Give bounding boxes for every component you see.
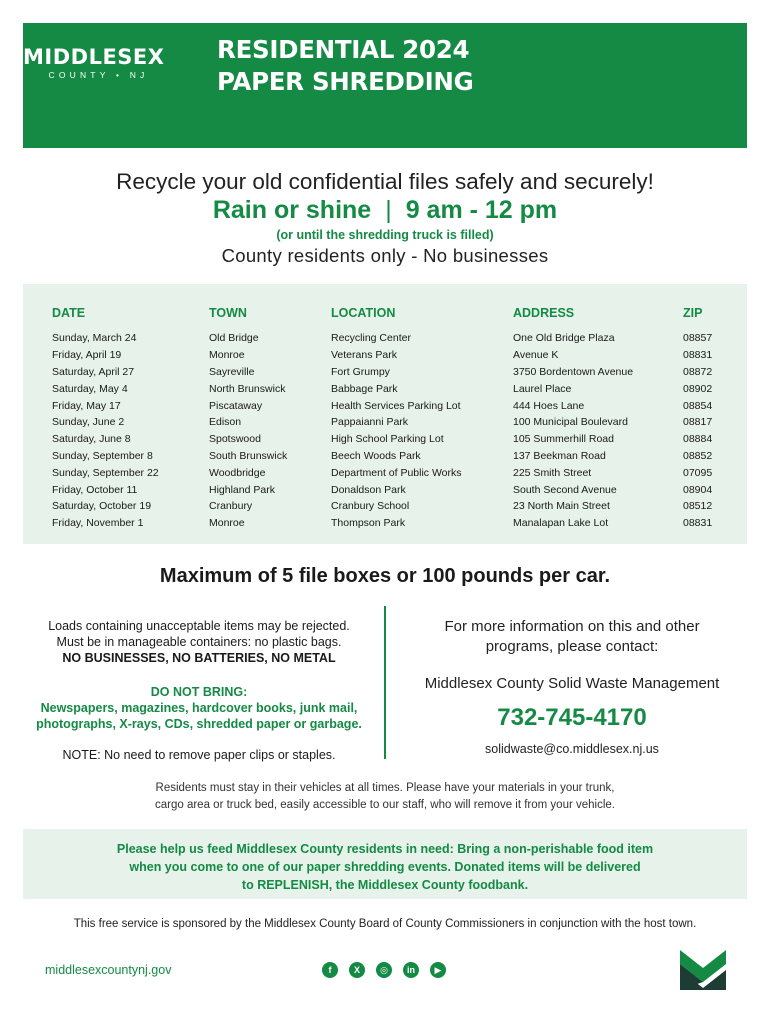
sponsor-note: This free service is sponsored by the Middlesex County Board of County Commissioners in conjunction with the host town. bbox=[73, 918, 697, 930]
cell-town: Highland Park bbox=[209, 483, 275, 496]
cell-zip: 08831 bbox=[683, 517, 713, 530]
cell-location: Beech Woods Park bbox=[331, 449, 421, 462]
cell-town: Cranbury bbox=[209, 500, 253, 513]
cell-location: Thompson Park bbox=[331, 517, 406, 530]
table-row bbox=[52, 431, 733, 448]
cell-date: Sunday, March 24 bbox=[52, 332, 137, 345]
cell-location: Cranbury School bbox=[331, 500, 410, 513]
food-drive-line-3: to REPLENISH, the Middlesex County foodbank. bbox=[241, 878, 529, 892]
linkedin-icon[interactable]: in bbox=[403, 962, 419, 978]
cell-zip: 07095 bbox=[683, 466, 713, 479]
table-row bbox=[52, 347, 733, 364]
table-row bbox=[52, 397, 733, 414]
table-row bbox=[52, 515, 733, 532]
load-limit: Maximum of 5 file boxes or 100 pounds per car. bbox=[159, 565, 611, 587]
cell-date: Sunday, September 8 bbox=[52, 449, 153, 462]
cell-address: 3750 Bordentown Avenue bbox=[513, 365, 634, 378]
rain-or-shine: Rain or shine bbox=[212, 196, 372, 224]
table-row bbox=[52, 414, 733, 431]
column-header-address: ADDRESS bbox=[513, 306, 575, 320]
schedule-body bbox=[52, 330, 733, 532]
cell-town: Monroe bbox=[209, 517, 245, 530]
logo-main-text: MIDDLESEX bbox=[23, 45, 165, 69]
truck-note: (or until the shredding truck is filled) bbox=[276, 228, 494, 242]
cell-zip: 08817 bbox=[683, 416, 713, 429]
title-line-2: PAPER SHREDDING bbox=[217, 67, 474, 96]
website-link[interactable]: middlesexcountynj.gov bbox=[45, 963, 172, 977]
event-hours bbox=[0, 196, 770, 225]
cell-location: High School Parking Lot bbox=[331, 433, 444, 446]
cell-location: Fort Grumpy bbox=[331, 365, 390, 378]
do-not-bring-line-1: Newspapers, magazines, hardcover books, junk mail, bbox=[40, 701, 358, 715]
cell-zip: 08884 bbox=[683, 433, 713, 446]
staples-note: NOTE: No need to remove paper clips or staples. bbox=[62, 748, 336, 762]
cell-address: 225 Smith Street bbox=[513, 466, 592, 479]
schedule-panel bbox=[23, 284, 747, 544]
table-row bbox=[52, 464, 733, 481]
rules-line-3: NO BUSINESSES, NO BATTERIES, NO METAL bbox=[62, 651, 336, 665]
cell-town: Monroe bbox=[209, 349, 245, 362]
cell-address: South Second Avenue bbox=[513, 483, 617, 496]
cell-location: Department of Public Works bbox=[331, 466, 462, 479]
rules-line-1: Loads containing unacceptable items may be rejected. bbox=[48, 619, 350, 633]
cell-date: Sunday, June 2 bbox=[52, 416, 125, 429]
cell-date: Saturday, October 19 bbox=[52, 500, 152, 513]
stay-note-line-2: cargo area or truck bed, easily accessible to our staff, who will remove it from your vehicle. bbox=[155, 799, 615, 811]
column-header-zip: ZIP bbox=[683, 306, 703, 320]
cell-address: Avenue K bbox=[513, 349, 559, 362]
cell-town: Piscataway bbox=[209, 399, 263, 412]
cell-zip: 08854 bbox=[683, 399, 713, 412]
youtube-icon[interactable]: ▶ bbox=[430, 962, 446, 978]
cell-date: Friday, October 11 bbox=[52, 483, 138, 496]
rules-line-2: Must be in manageable containers: no plastic bags. bbox=[56, 635, 342, 649]
hours-separator: | bbox=[385, 196, 392, 224]
table-row bbox=[52, 380, 733, 397]
cell-location: Veterans Park bbox=[331, 349, 397, 362]
cell-address: 444 Hoes Lane bbox=[513, 399, 585, 412]
cell-date: Friday, April 19 bbox=[52, 349, 122, 362]
phone-number[interactable]: 732-745-4170 bbox=[497, 704, 647, 731]
cell-address: One Old Bridge Plaza bbox=[513, 332, 615, 345]
cell-location: Donaldson Park bbox=[331, 483, 406, 496]
cell-zip: 08512 bbox=[683, 500, 713, 513]
rules-section bbox=[23, 618, 375, 763]
table-row bbox=[52, 498, 733, 515]
middlesex-logo bbox=[23, 46, 168, 80]
cell-zip: 08872 bbox=[683, 365, 713, 378]
cell-address: 100 Municipal Boulevard bbox=[513, 416, 628, 429]
cell-town: Old Bridge bbox=[209, 332, 259, 345]
cell-zip: 08852 bbox=[683, 449, 713, 462]
cell-town: North Brunswick bbox=[209, 382, 286, 395]
x-twitter-icon[interactable]: X bbox=[349, 962, 365, 978]
social-links bbox=[322, 962, 446, 978]
do-not-bring-line-2: photographs, X-rays, CDs, shredded paper or garbage. bbox=[36, 717, 362, 731]
stay-in-vehicle-note bbox=[0, 780, 770, 814]
food-drive-line-1: Please help us feed Middlesex County residents in need: Bring a non-perishable food item bbox=[116, 842, 654, 856]
more-info-text bbox=[397, 617, 747, 657]
cell-zip: 08831 bbox=[683, 349, 713, 362]
instagram-icon[interactable]: ◎ bbox=[376, 962, 392, 978]
table-row bbox=[52, 448, 733, 465]
cell-zip: 08857 bbox=[683, 332, 713, 345]
column-header-town: TOWN bbox=[209, 306, 247, 320]
agency-name: Middlesex County Solid Waste Management bbox=[424, 675, 720, 692]
table-row bbox=[52, 481, 733, 498]
cell-town: Woodbridge bbox=[209, 466, 266, 479]
cell-location: Babbage Park bbox=[331, 382, 398, 395]
do-not-bring-title: DO NOT BRING: bbox=[150, 685, 248, 699]
more-info-line-2: programs, please contact: bbox=[485, 638, 659, 655]
cell-date: Saturday, June 8 bbox=[52, 433, 131, 446]
schedule-header-row bbox=[52, 306, 733, 330]
column-header-date: DATE bbox=[52, 306, 86, 320]
cell-date: Saturday, April 27 bbox=[52, 365, 135, 378]
cell-town: Sayreville bbox=[209, 365, 255, 378]
column-divider bbox=[384, 606, 386, 759]
logo-sub-text: COUNTY • NJ bbox=[48, 70, 149, 80]
column-header-location: LOCATION bbox=[331, 306, 396, 320]
cell-address: 137 Beekman Road bbox=[513, 449, 606, 462]
cell-date: Saturday, May 4 bbox=[52, 382, 128, 395]
cell-address: Manalapan Lake Lot bbox=[513, 517, 609, 530]
cell-location: Health Services Parking Lot bbox=[331, 399, 461, 412]
stay-note-line-1: Residents must stay in their vehicles at all times. Please have your materials in your trunk, bbox=[155, 782, 615, 794]
cell-zip: 08904 bbox=[683, 483, 713, 496]
schedule-table bbox=[52, 306, 733, 532]
title-line-1: RESIDENTIAL 2024 bbox=[217, 35, 470, 64]
food-drive-line-2: when you come to one of our paper shredding events. Donated items will be delivered bbox=[129, 860, 641, 874]
cell-date: Sunday, September 22 bbox=[52, 466, 159, 479]
cell-date: Friday, November 1 bbox=[52, 517, 144, 530]
cell-location: Recycling Center bbox=[331, 332, 411, 345]
cell-town: Edison bbox=[209, 416, 242, 429]
county-logo-mark-icon bbox=[680, 950, 726, 990]
cell-zip: 08902 bbox=[683, 382, 713, 395]
cell-town: Spotswood bbox=[209, 433, 261, 446]
table-row bbox=[52, 364, 733, 381]
more-info-line-1: For more information on this and other bbox=[444, 618, 700, 635]
page-title bbox=[217, 34, 473, 98]
table-row bbox=[52, 330, 733, 347]
facebook-icon[interactable]: f bbox=[322, 962, 338, 978]
residents-only-note: County residents only - No businesses bbox=[221, 245, 549, 266]
cell-address: Laurel Place bbox=[513, 382, 572, 395]
cell-location: Pappaianni Park bbox=[331, 416, 409, 429]
cell-address: 105 Summerhill Road bbox=[513, 433, 614, 446]
tagline: Recycle your old confidential files safely and securely! bbox=[116, 169, 654, 194]
hours-range: 9 am - 12 pm bbox=[405, 196, 558, 224]
contact-section bbox=[397, 617, 747, 756]
cell-date: Friday, May 17 bbox=[52, 399, 121, 412]
cell-address: 23 North Main Street bbox=[513, 500, 610, 513]
food-drive-panel bbox=[23, 829, 747, 899]
cell-town: South Brunswick bbox=[209, 449, 288, 462]
email-link[interactable]: solidwaste@co.middlesex.nj.us bbox=[485, 742, 659, 756]
